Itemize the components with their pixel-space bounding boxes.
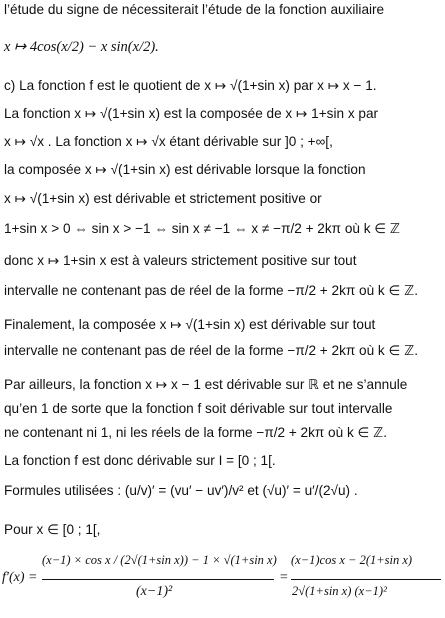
text-line-9: donc x ↦ 1+sin x est à valeurs strictement positive sur tout [4, 253, 357, 268]
text-line-16: La fonction f est donc dérivable sur I = [0 ; 1[. [4, 453, 276, 468]
text-line-8: 1+sin x > 0 ⇔ sin x > −1 ⇔ sin x ≠ −1 ⇔ x ≠ −π/2 + 2kπ où k ∈ ℤ [4, 221, 401, 236]
derivative-formula [2, 570, 37, 586]
formula-right-denominator: 2√(1+sin x) (x−1)² [292, 584, 387, 598]
text-line-6: la composée x ↦ √(1+sin x) est dérivable lorsque la fonction [4, 162, 366, 177]
text-line-7: x ↦ √(1+sin x) est dérivable et strictement positive or [4, 191, 322, 206]
formula-left-numerator: (x−1) × cos x / (2√(1+sin x)) − 1 × √(1+sin x) [42, 553, 277, 567]
formula-right-fraction-bar [291, 579, 441, 580]
text-line-1: l’étude du signe de nécessiterait l’étude de la fonction auxiliaire [4, 2, 385, 17]
text-line-18: Pour x ∈ [0 ; 1[, [4, 522, 101, 537]
text-line-4: La fonction x ↦ √(1+sin x) est la composée de x ↦ 1+sin x par [4, 106, 379, 121]
formula-left-fraction-bar [42, 579, 274, 580]
text-line-13: Par ailleurs, la fonction x ↦ x − 1 est dérivable sur ℝ et ne s’annule [4, 377, 408, 392]
text-line-17: Formules utilisées : (u/v)′ = (vu′ − uv′)/v² et (√u)′ = u′/(2√u) . [4, 483, 358, 498]
text-line-10: intervalle ne contenant pas de réel de la forme −π/2 + 2kπ où k ∈ ℤ. [4, 283, 419, 298]
text-line-5: x ↦ √x . La fonction x ↦ √x étant dérivable sur ]0 ; +∞[, [4, 134, 333, 149]
text-line-11: Finalement, la composée x ↦ √(1+sin x) est dérivable sur tout [4, 317, 376, 332]
text-line-3: c) La fonction f est le quotient de x ↦ √(1+sin x) par x ↦ x − 1. [4, 78, 377, 93]
text-line-14: qu’en 1 de sorte que la fonction f soit dérivable sur tout intervalle [4, 401, 393, 416]
formula-left-denominator: (x−1)² [136, 584, 173, 599]
formula-lhs: f′(x) = [2, 570, 38, 585]
formula-equals: = [279, 570, 289, 585]
text-line-2: x ↦ 4cos(x/2) − x sin(x/2). [4, 39, 159, 55]
formula-right-numerator: (x−1)cos x − 2(1+sin x) [291, 553, 413, 567]
text-line-12: intervalle ne contenant pas de réel de la forme −π/2 + 2kπ où k ∈ ℤ. [4, 343, 419, 358]
text-line-15: ne contenant ni 1, ni les réels de la forme −π/2 + 2kπ où k ∈ ℤ. [4, 425, 388, 440]
